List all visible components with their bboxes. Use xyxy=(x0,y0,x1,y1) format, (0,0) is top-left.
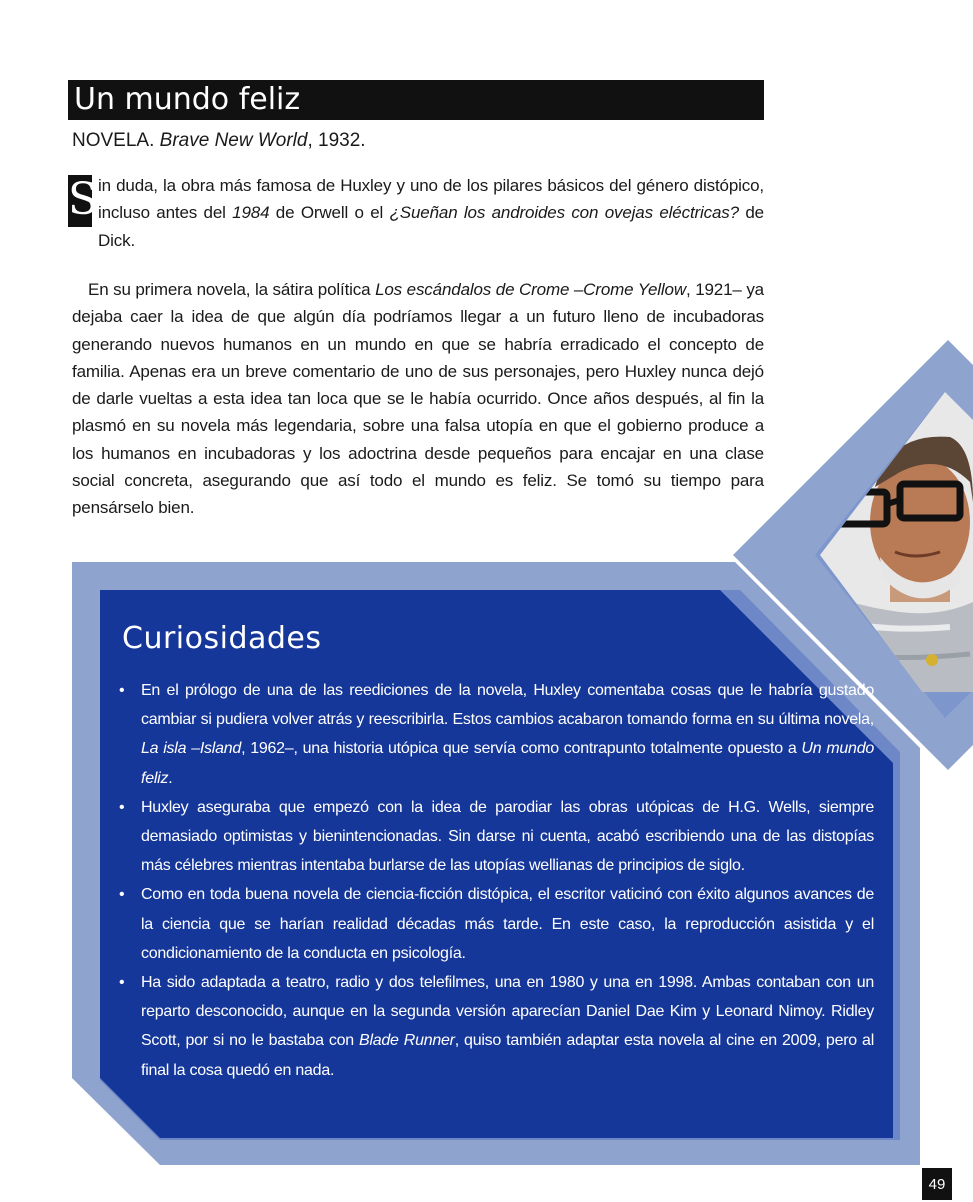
text-run: . xyxy=(168,769,173,787)
text-run: Ha sido adaptada a teatro, radio y dos telefilmes, una en 1980 y una en 1998. Ambas contaban con un reparto desconocido, aunque en la segunda versión aparecían Daniel Dae Kim y Leonard Nimoy. Ridley Scott, por si no le bastaba con xyxy=(141,974,874,1050)
text-run: En el prólogo de una de las reediciones de la novela, Huxley comentaba cosas que le habría gustado cambiar si pudiera volver atrás y reescribirla. Estos cambios acabaron tomando forma en su última novela, xyxy=(141,682,874,729)
page-number: 49 xyxy=(922,1168,952,1200)
subtitle-prefix: NOVELA. xyxy=(72,130,160,151)
text-run: , 1921– ya dejaba caer la idea de que algún día podríamos llegar a un futuro lleno de incubadoras generando nuevos humanos en un mundo en que se habría erradicado el concepto de familia. Apenas era un breve comentario de uno de sus personajes, pero Huxley nunca dejó de darle vueltas a esta idea tan loca que se le había ocurrido. Once años después, al fin la plasmó en su novela más legendaria, sobre una falsa utopía en que el gobierno produce a los humanos en incubadoras y los adoctrina desde pequeños para encajar en una clase social concreta, asegurando que así todo el mundo es feliz. Se tomó su tiempo para pensárselo bien. xyxy=(72,280,764,518)
title-bar xyxy=(68,80,764,120)
subtitle-year: , 1932. xyxy=(307,130,366,151)
curiosidades-heading: Curiosidades xyxy=(122,621,322,656)
list-item xyxy=(112,968,874,1085)
book-subtitle xyxy=(72,128,366,154)
text-run-italic: ¿Sueñan los androides con ovejas eléctricas? xyxy=(389,203,739,223)
intro-paragraph-2 xyxy=(72,276,764,522)
drop-cap: S xyxy=(68,174,98,225)
author-photo xyxy=(820,392,973,692)
text-run-italic: La isla –Island xyxy=(141,740,242,758)
intro-paragraph-1 xyxy=(68,172,764,254)
text-run: En su primera novela, la sátira política xyxy=(88,280,376,299)
page-title: Un mundo feliz xyxy=(74,82,301,117)
text-run: de Orwell o el xyxy=(269,203,390,223)
text-run: de Dick. xyxy=(98,203,764,250)
curiosidades-list xyxy=(112,676,874,1085)
list-item: • Como en toda buena novela de ciencia-ficción distópica, el escritor vaticinó con éxito algunos avances de la ciencia que se harían realidad décadas más tarde. En este caso, la reproducción asistida y el condicionamiento de la conducta en psicología. xyxy=(112,880,874,968)
text-run: , 1962–, una historia utópica que servía como contrapunto totalmente opuesto a xyxy=(241,740,802,758)
text-run-italic: Un mundo feliz xyxy=(141,740,874,787)
text-run-italic: 1984 xyxy=(232,203,270,223)
text-run: , quiso también adaptar esta novela al cine en 2009, pero al final la cosa quedó en nada. xyxy=(141,1032,874,1079)
text-run-italic: Blade Runner xyxy=(359,1032,455,1050)
text-run: in duda, la obra más famosa de Huxley y uno de los pilares básicos del género distópico, incluso antes del xyxy=(98,176,764,223)
text-run-italic: Los escándalos de Crome –Crome Yellow xyxy=(375,280,686,299)
list-item: • Huxley aseguraba que empezó con la idea de parodiar las obras utópicas de H.G. Wells, siempre demasiado optimistas y bienintencionadas. Sin darse ni cuenta, acabó escribiendo una de las distopías más célebres mientras intentaba burlarse de las utopías wellianas de principios de siglo. xyxy=(112,793,874,881)
subtitle-work: Brave New World xyxy=(159,130,308,151)
list-item xyxy=(112,676,874,793)
